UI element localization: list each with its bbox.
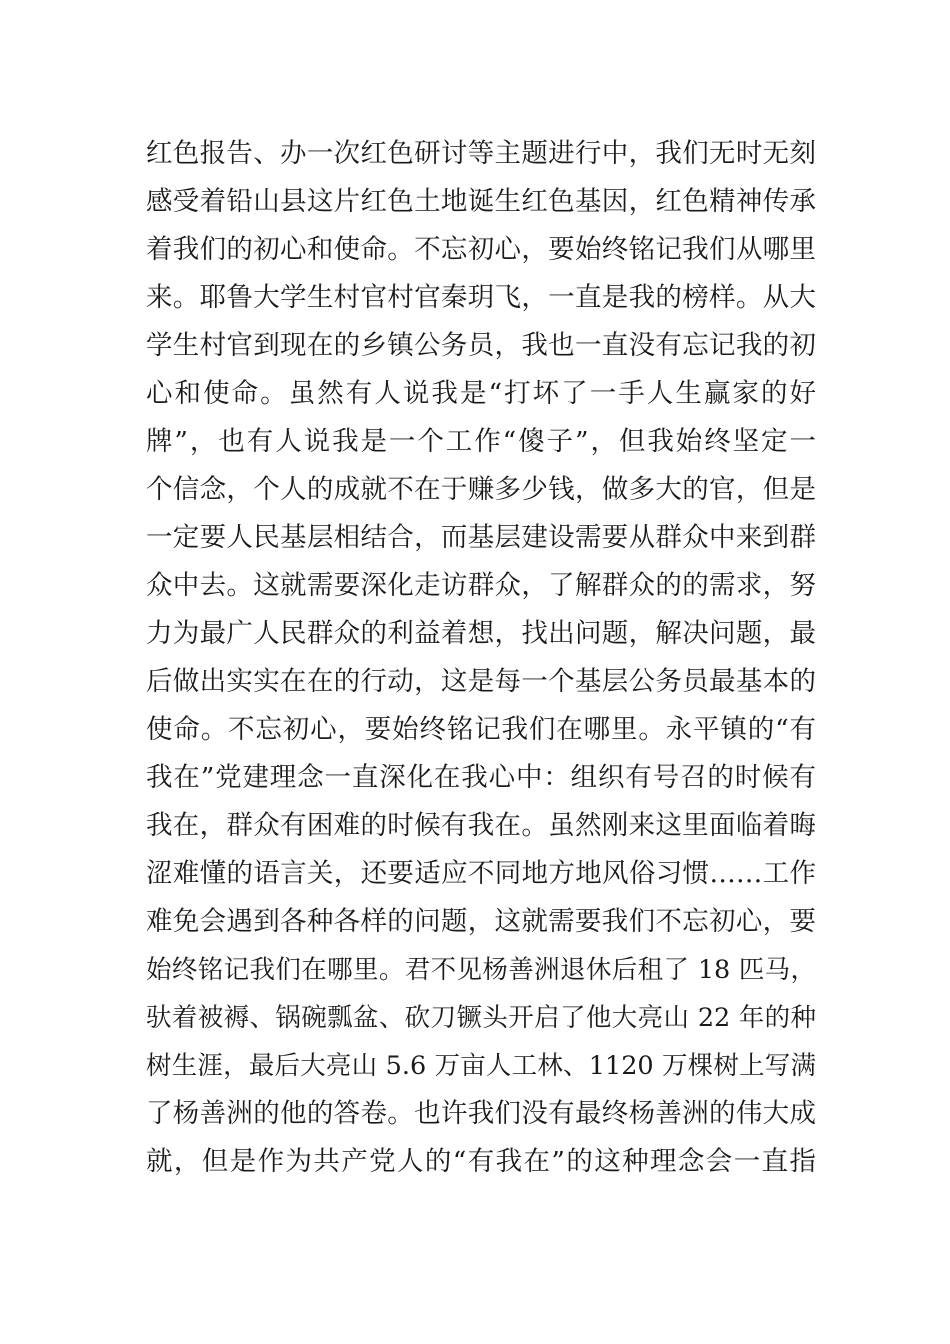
paragraph-line-18: 始终铭记我们在哪里。君不见杨善洲退休后租了 18 匹马，: [146, 955, 816, 985]
paragraph-line-17: 难免会遇到各种各样的问题，这就需要我们不忘初心，要: [146, 906, 816, 937]
paragraph-line-20: 树生涯，最后大亮山 5.6 万亩人工林、1120 万棵树上写满: [146, 1051, 816, 1081]
paragraph-line-22: 就，但是作为共产党人的“有我在”的这种理念会一直指: [146, 1146, 816, 1177]
paragraph-line-14: 我在”党建理念一直深化在我心中：组织有号召的时候有: [146, 762, 816, 793]
paragraph-line-5: 学生村官到现在的乡镇公务员，我也一直没有忘记我的初: [146, 330, 816, 361]
paragraph-line-8: 个信念，个人的成就不在于赚多少钱，做多大的官，但是: [146, 474, 816, 505]
paragraph-line-3: 着我们的初心和使命。不忘初心，要始终铭记我们从哪里: [146, 234, 816, 265]
paragraph-line-16: 涩难懂的语言关，还要适应不同地方地风俗习惯……工作: [146, 858, 816, 889]
paragraph-line-2: 感受着铅山县这片红色土地诞生红色基因，红色精神传承: [146, 186, 816, 217]
paragraph-line-11: 力为最广人民群众的利益着想，找出问题，解决问题，最: [146, 618, 816, 649]
paragraph-line-7: 牌”，也有人说我是一个工作“傻子”，但我始终坚定一: [146, 426, 816, 457]
paragraph-line-12: 后做出实实在在的行动，这是每一个基层公务员最基本的: [146, 666, 816, 697]
paragraph-line-1: 红色报告、办一次红色研讨等主题进行中，我们无时无刻: [146, 138, 816, 169]
paragraph-line-21: 了杨善洲的他的答卷。也许我们没有最终杨善洲的伟大成: [146, 1098, 816, 1129]
body-paragraph: [146, 130, 816, 1186]
paragraph-line-4: 来。耶鲁大学生村官村官秦玥飞，一直是我的榜样。从大: [146, 282, 816, 313]
paragraph-line-9: 一定要人民基层相结合，而基层建设需要从群众中来到群: [146, 522, 816, 553]
paragraph-line-6: 心和使命。虽然有人说我是“打坏了一手人生赢家的好: [146, 378, 816, 409]
paragraph-line-13: 使命。不忘初心，要始终铭记我们在哪里。永平镇的“有: [146, 714, 816, 745]
paragraph-line-10: 众中去。这就需要深化走访群众，了解群众的的需求，努: [146, 570, 816, 601]
paragraph-line-19: 驮着被褥、锅碗瓢盆、砍刀镢头开启了他大亮山 22 年的种: [146, 1003, 816, 1033]
paragraph-line-15: 我在，群众有困难的时候有我在。虽然刚来这里面临着晦: [146, 810, 816, 841]
